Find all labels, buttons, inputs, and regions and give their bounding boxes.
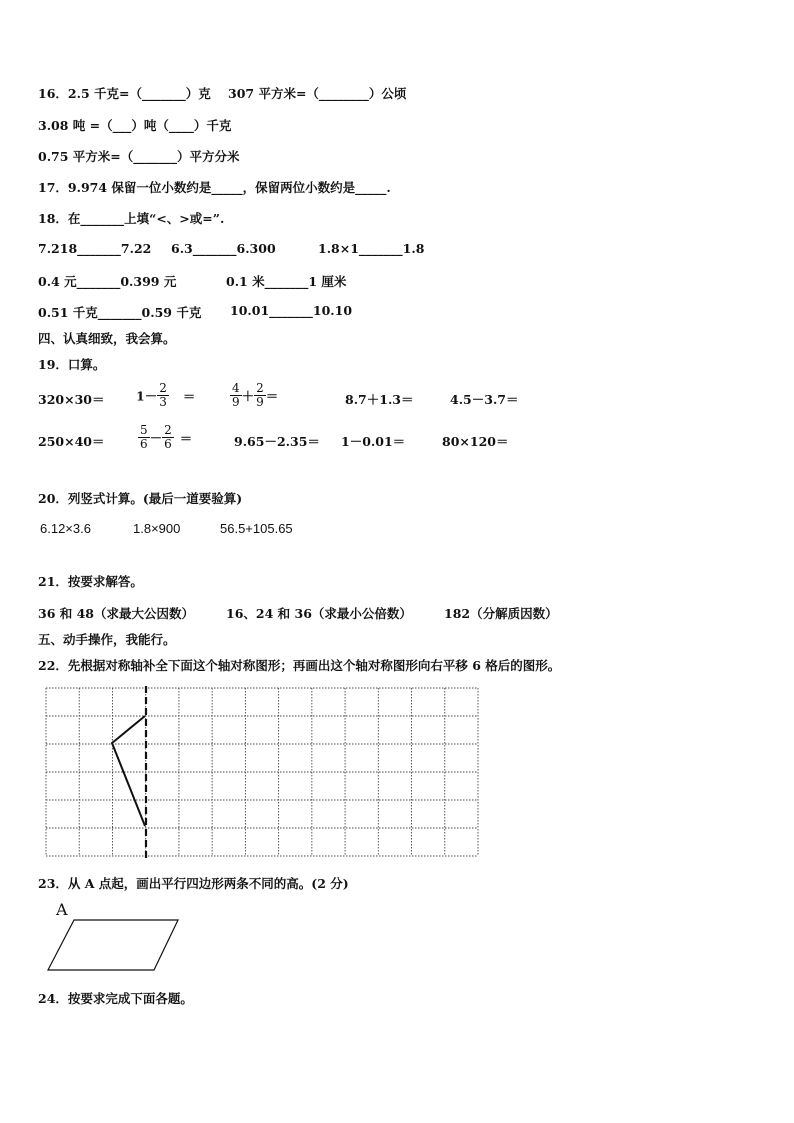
q19-r2-a: 250×40＝ xyxy=(38,434,105,449)
q21-item-3: 182（分解质因数） xyxy=(444,606,558,621)
q19-r2-e: 80×120＝ xyxy=(442,434,509,449)
q18-r2-b: 0.1 米_______1 厘米 xyxy=(226,274,347,289)
fraction: $\frac{2}{3}$ xyxy=(159,381,167,409)
q21-item-1: 36 和 48（求最大公因数） xyxy=(38,606,194,621)
q16-line-2: 3.08 吨 =（___）吨（____）千克 xyxy=(38,118,232,133)
q19-title: 19．口算。 xyxy=(38,357,106,372)
q20-item-2: 1.8×900 xyxy=(133,521,181,536)
q19-r2-d: 1－0.01＝ xyxy=(341,434,406,449)
q20-title: 20．列竖式计算。(最后一道要验算) xyxy=(38,491,243,506)
q18-title: 18．在_______上填“<、>或=”. xyxy=(38,211,225,226)
q18-r1-c: 1.8×1_______1.8 xyxy=(318,241,425,256)
q18-r1-b: 6.3_______6.300 xyxy=(171,241,276,256)
q22-title: 22．先根据对称轴补全下面这个轴对称图形；再画出这个轴对称图形向右平移 6 格后的图形。 xyxy=(38,658,561,673)
section-4-heading: 四、认真细致，我会算。 xyxy=(38,331,176,346)
q18-r3-a: 0.51 千克_______0.59 千克 xyxy=(38,305,202,320)
fraction: $\frac{4}{9}$ xyxy=(232,381,240,409)
fraction: $\frac{5}{6}$ xyxy=(140,423,148,451)
section-5-heading: 五、动手操作，我能行。 xyxy=(38,632,176,647)
q19-r1-a: 320×30＝ xyxy=(38,392,105,407)
q24-title: 24．按要求完成下面各题。 xyxy=(38,991,193,1006)
q19-r2-b-op: － xyxy=(149,430,163,446)
parallelogram xyxy=(44,915,184,975)
q16-part-a: 16．2.5 千克=（_______）克 xyxy=(38,86,211,101)
q19-r2-b-equals: ＝ xyxy=(179,430,193,446)
q19-r1-d: 8.7＋1.3＝ xyxy=(345,392,414,407)
q19-r2-b xyxy=(138,424,192,451)
q16-part-b: 307 平方米=（________）公顷 xyxy=(228,86,407,101)
q21-title: 21．按要求解答。 xyxy=(38,574,143,589)
q19-r2-c: 9.65－2.35＝ xyxy=(234,434,320,449)
point-a-label: A xyxy=(56,900,68,919)
q21-item-2: 16、24 和 36（求最小公倍数） xyxy=(226,606,412,621)
fraction: $\frac{2}{6}$ xyxy=(164,423,172,451)
q20-item-3: 56.5+105.65 xyxy=(220,521,293,536)
q19-r1-e: 4.5－3.7＝ xyxy=(450,392,519,407)
q19-r1-c-op: ＋ xyxy=(241,388,255,404)
q18-r3-b: 10.01_______10.10 xyxy=(230,303,353,318)
q20-item-1: 6.12×3.6 xyxy=(40,521,91,536)
q18-r1-a: 7.218_______7.22 xyxy=(38,241,152,256)
q19-r1-c xyxy=(230,382,278,409)
q16-line-3: 0.75 平方米=（_______）平方分米 xyxy=(38,149,240,164)
half-shape xyxy=(112,716,145,826)
q19-r1-c-equals: ＝ xyxy=(265,388,279,404)
fraction: $\frac{2}{9}$ xyxy=(256,381,264,409)
q18-r2-a: 0.4 元_______0.399 元 xyxy=(38,274,177,289)
q19-r1-b xyxy=(136,382,195,409)
q17-line: 17．9.974 保留一位小数约是_____，保留两位小数约是_____. xyxy=(38,180,391,195)
q19-r1-b-prefix: 1－ xyxy=(136,388,158,404)
q23-title: 23．从 A 点起，画出平行四边形两条不同的高。(2 分) xyxy=(38,876,349,891)
q19-r1-b-equals: ＝ xyxy=(182,388,196,404)
symmetry-grid xyxy=(44,686,480,858)
